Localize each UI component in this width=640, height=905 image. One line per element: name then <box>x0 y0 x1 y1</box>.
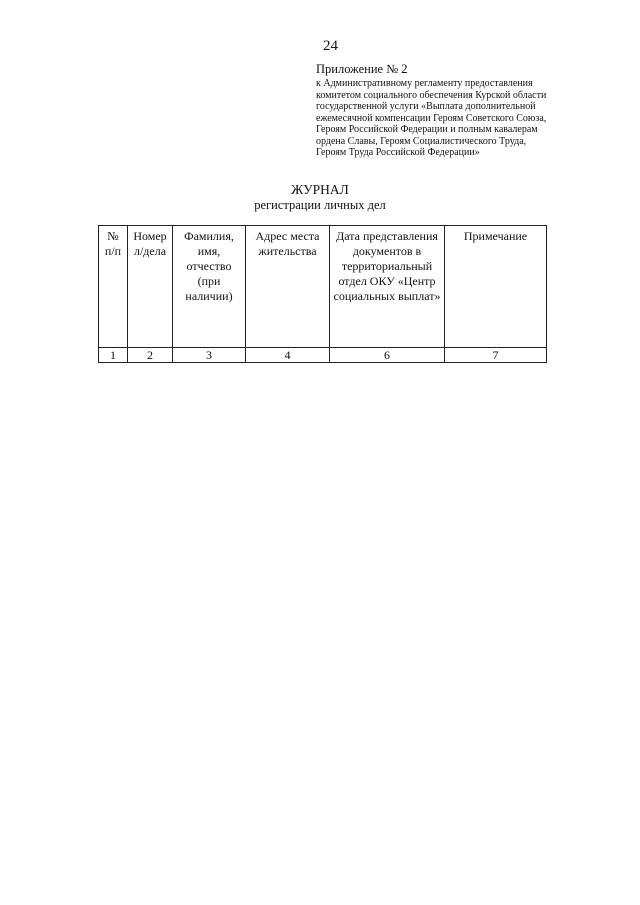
column-header-submission-date: Дата представления документов в территориальный отдел ОКУ «Центр социальных выплат» <box>330 226 445 348</box>
column-number-cell: 2 <box>128 348 173 363</box>
column-header-note: Примечание <box>445 226 547 348</box>
appendix-line: комитетом социального обеспечения Курской области <box>316 89 547 101</box>
appendix-line: к Административному регламенту предоставления <box>316 78 533 89</box>
column-header-address: Адрес места жительства <box>246 226 330 348</box>
column-header-full-name: Фамилия, имя, отчество (при наличии) <box>173 226 246 348</box>
table-header-row <box>99 226 547 348</box>
appendix-header <box>316 62 586 159</box>
journal-subtitle: регистрации личных дел <box>254 198 386 212</box>
appendix-text <box>316 78 586 159</box>
table-row <box>99 348 547 363</box>
column-number-cell: 1 <box>99 348 128 363</box>
appendix-title: Приложение № 2 <box>316 62 408 76</box>
column-number-cell: 3 <box>173 348 246 363</box>
column-header-case-number: Номер л/дела <box>128 226 173 348</box>
journal-title: ЖУРНАЛ <box>291 182 349 197</box>
appendix-line: Героям Труда Российской Федерации» <box>316 147 480 158</box>
column-number-cell: 4 <box>246 348 330 363</box>
registration-table <box>98 225 547 363</box>
appendix-line: государственной услуги «Выплата дополнительной <box>316 101 536 112</box>
appendix-line: Героям Российской Федерации и полным кавалерам <box>316 124 538 135</box>
appendix-line: ежемесячной компенсации Героям Советского Союза, <box>316 112 547 124</box>
page-number: 24 <box>323 38 338 54</box>
column-number-cell: 6 <box>330 348 445 363</box>
appendix-line: ордена Славы, Героям Социалистического Труда, <box>316 135 527 147</box>
column-number-cell: 7 <box>445 348 547 363</box>
column-header-number: № п/п <box>99 226 128 348</box>
